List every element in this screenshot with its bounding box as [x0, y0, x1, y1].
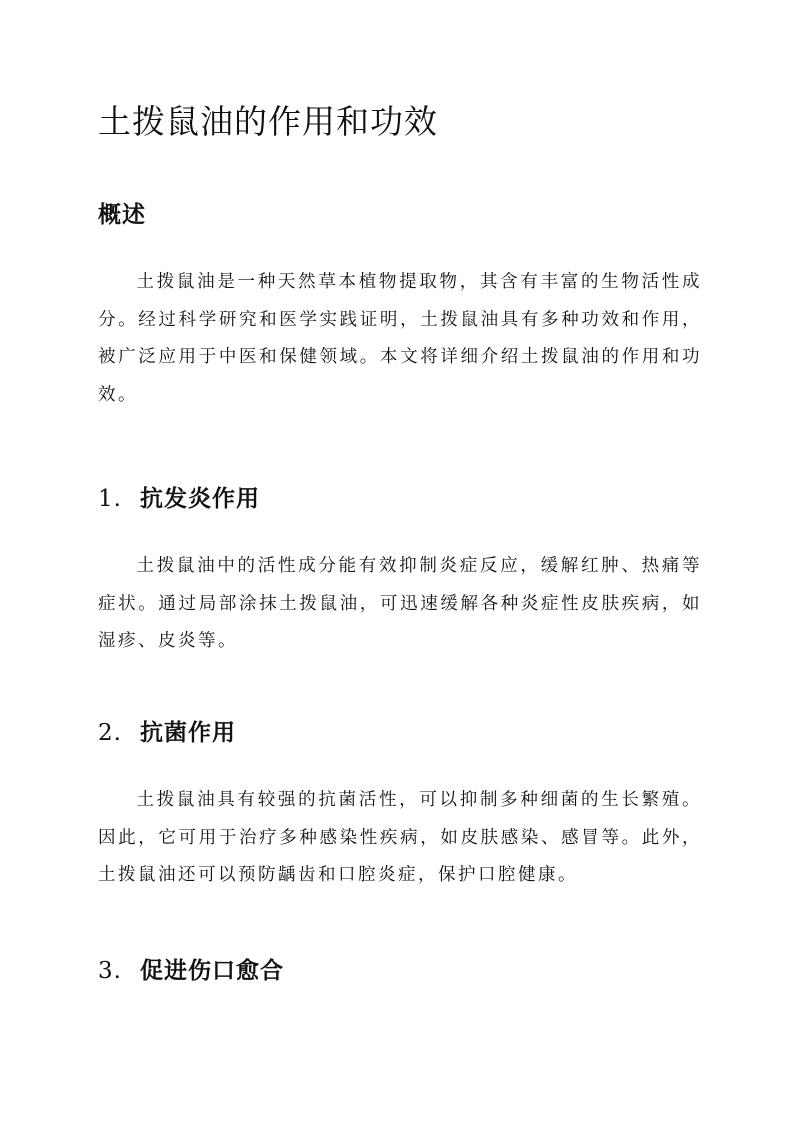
section-heading-text: 促进伤口愈合: [140, 957, 284, 984]
section-heading-text: 概述: [98, 201, 146, 228]
section-heading-antibacterial: [98, 714, 236, 747]
section-heading-text: 抗菌作用: [140, 719, 236, 746]
section-number: 3.: [98, 958, 122, 984]
section-paragraph-anti-inflammatory: 土拨鼠油中的活性成分能有效抑制炎症反应，缓解红肿、热痛等症状。通过局部涂抹土拨鼠油，可迅速缓解各种炎症性皮肤疾病，如湿疹、皮炎等。: [98, 556, 702, 651]
section-heading-overview: [98, 196, 146, 229]
document-title: 土拨鼠油的作用和功效: [98, 102, 438, 141]
section-heading-anti-inflammatory: [98, 480, 260, 513]
section-paragraph-overview: 土拨鼠油是一种天然草本植物提取物，其含有丰富的生物活性成分。经过科学研究和医学实践证明，土拨鼠油具有多种功效和作用，被广泛应用于中医和保健领域。本文将详细介绍土拨鼠油的作用和功效。: [98, 272, 702, 405]
section-paragraph-antibacterial: 土拨鼠油具有较强的抗菌活性，可以抑制多种细菌的生长繁殖。因此，它可用于治疗多种感染性疾病，如皮肤感染、感冒等。此外，土拨鼠油还可以预防龋齿和口腔炎症，保护口腔健康。: [98, 790, 702, 885]
section-heading-text: 抗发炎作用: [140, 485, 260, 512]
section-heading-wound-healing: [98, 952, 284, 985]
section-number: 1.: [98, 486, 122, 512]
section-number: 2.: [98, 720, 122, 746]
